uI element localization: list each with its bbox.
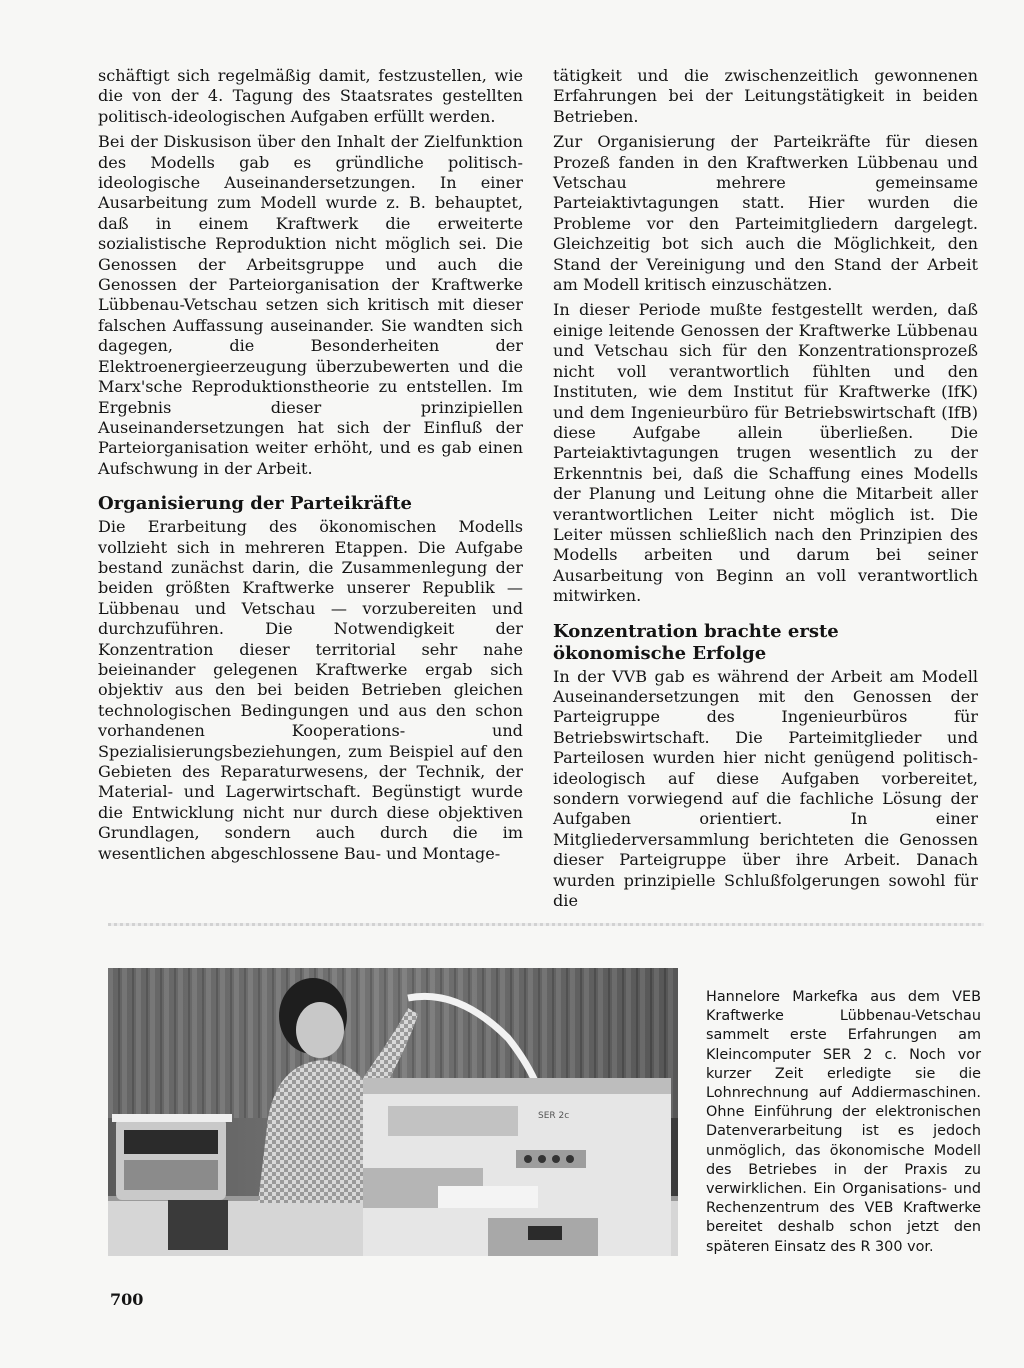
device-label: SER 2c bbox=[538, 1111, 570, 1121]
separator-rule bbox=[108, 923, 984, 926]
right-paragraph-1: tätigkeit und die zwischenzeitlich gewonnenen Erfahrungen bei der Leitungstätigkeit in beiden Betrieben. bbox=[553, 66, 978, 126]
photo-woman-at-computer bbox=[108, 968, 678, 1256]
right-paragraph-3: In dieser Periode mußte festgestellt werden, daß einige leitende Genossen der Kraftwerke Lübbenau und Vetschau sich für den Konzentrationsprozeß nicht voll verantwortlich fühlten und den Instituten, wie dem Institut für Kraftwerke (IfK) und dem Ingenieurbüro für Betriebswirtschaft (IfB) diese Aufgabe allein überließen. Die Parteiaktivtagungen trugen wesentlich zu der Erkenntnis bei, daß die Schaffung eines Modells der Planung und Leitung ohne die Mitarbeit aller verantwortlichen Leiter nicht möglich ist. Die Leiter müssen schließlich nach den Prinzipien des Modells arbeiten und darum bei seiner Ausarbeitung von Beginn an voll verantwortlich mitwirken. bbox=[553, 300, 978, 606]
section-heading-konzentration: Konzentration brachte erste ökonomische Erfolge bbox=[553, 620, 839, 664]
left-paragraph-3: Die Erarbeitung des ökonomischen Modells vollzieht sich in mehreren Etappen. Die Aufgabe bestand zunächst darin, die Zusammenlegung der beiden größten Kraftwerke unserer Republik — Lübbenau und Vetschau — vorzubereiten und durchzuführen. Die Notwendigkeit der Konzentration dieser territorial sehr nahe beieinander gelegenen Kraftwerke ergab sich objektiv aus den bei beiden Betrieben gleichen technologischen Bedingungen und aus den schon vorhandenen Kooperations- und Spezialisierungsbeziehungen, zum Beispiel auf den Gebieten des Reparaturwesens, der Technik, der Material- und Lagerwirtschaft. Begünstigt wurde die Entwicklung nicht nur durch diese objektiven Grundlagen, sondern auch durch die im wesentlichen abgeschlossene Bau- und Montage- bbox=[98, 517, 523, 863]
section-heading-organisierung: Organisierung der Parteikräfte bbox=[98, 493, 412, 515]
photo-illustration bbox=[108, 968, 678, 1256]
page-number: 700 bbox=[110, 1290, 144, 1309]
photo-caption: Hannelore Markefka aus dem VEB Kraftwerke Lübbenau-Vetschau sammelt erste Erfahrungen am Kleincomputer SER 2 c. Noch vor kurzer Zeit erledigte sie die Lohnrechnung auf Addiermaschinen. Ohne Einführung der elektronischen Datenverarbeitung ist es jedoch unmöglich, das ökonomische Modell des Betriebes in der Praxis zu verwirklichen. Ein Organisations- und Rechenzentrum des VEB Kraftwerke bereitet deshalb schon jetzt den späteren Einsatz des R 300 vor. bbox=[706, 989, 981, 1255]
left-paragraph-1: schäftigt sich regelmäßig damit, festzustellen, wie die von der 4. Tagung des Staatsrates gestellten politisch-ideologischen Aufgaben erfüllt werden. bbox=[98, 66, 523, 126]
right-paragraph-2: Zur Organisierung der Parteikräfte für diesen Prozeß fanden in den Kraftwerken Lübbenau und Vetschau mehrere gemeinsame Parteiaktivtagungen statt. Hier wurden die Probleme vor den Parteimitgliedern dargelegt. Gleichzeitig bot sich auch die Möglichkeit, den Stand der Vereinigung und den Stand der Arbeit am Modell kritisch einzuschätzen. bbox=[553, 132, 978, 295]
right-paragraph-4: In der VVB gab es während der Arbeit am Modell Auseinandersetzungen mit den Genossen der Parteigruppe des Ingenieurbüros für Betriebswirtschaft. Die Parteimitglieder und Parteilosen wurden hier nicht genügend politisch-ideologisch auf diese Aufgaben vorbereitet, sondern vorwiegend auf die fachliche Lösung der Aufgaben orientiert. In einer Mitgliederversammlung berichteten die Genossen dieser Parteigruppe über ihre Arbeit. Danach wurden prinzipielle Schlußfolgerungen sowohl für die bbox=[553, 666, 978, 911]
left-paragraph-2: Bei der Diskusison über den Inhalt der Zielfunktion des Modells gab es gründliche politisch-ideologische Auseinandersetzungen. In einer Ausarbeitung zum Modell wurde z. B. behauptet, daß in einem Kraftwerk die erweiterte sozialistische Reproduktion nicht möglich sei. Die Genossen der Arbeitsgruppe und auch die Genossen der Parteiorganisation der Kraftwerke Lübbenau-Vetschau setzen sich kritisch mit dieser falschen Auffassung auseinander. Sie wandten sich dagegen, die Besonderheiten der Elektroenergieerzeugung überzubewerten und die Marx'sche Reproduktionstheorie zu entstellen. Im Ergebnis dieser prinzipiellen Auseinandersetzungen hat sich der Einfluß der Parteiorganisation weiter erhöht, und es gab einen Aufschwung in der Arbeit. bbox=[98, 132, 523, 478]
left-text-column bbox=[98, 66, 523, 869]
right-text-column bbox=[553, 66, 978, 916]
